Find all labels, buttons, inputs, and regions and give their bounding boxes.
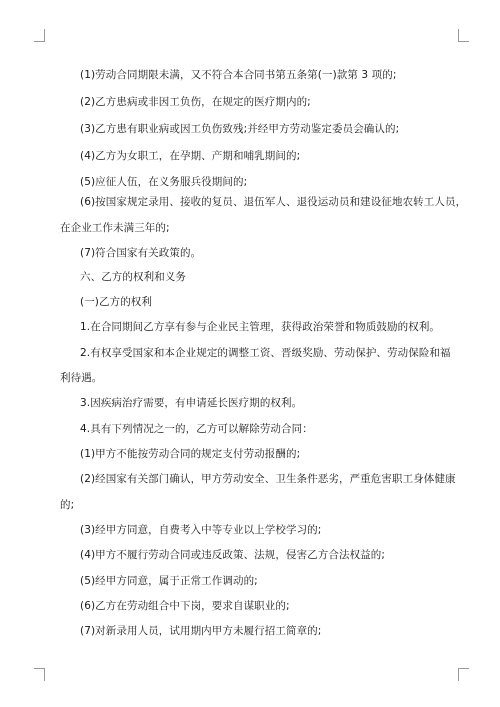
text-line: (5)经甲方同意，属于正常工作调动的;: [80, 575, 258, 587]
text-line: (4)甲方不履行劳动合同或违反政策、法规，侵害乙方合法权益的;: [80, 549, 386, 561]
section-heading: 六、乙方的权利和义务: [80, 271, 186, 283]
text-line: (3)乙方患有职业病或因工负伤致残;并经甲方劳动鉴定委员会确认的;: [80, 123, 400, 135]
crop-mark-top-left: [34, 29, 45, 42]
text-line: (6)乙方在劳动组合中下岗，要求自谋职业的;: [80, 600, 290, 612]
text-line: (4)乙方为女职工，在孕期、产期和哺乳期间的;: [80, 150, 301, 162]
text-line: 2.有权享受国家和本企业规定的调整工资、晋级奖励、劳动保护、劳动保险和福: [80, 347, 451, 359]
text-line: (1)劳动合同期限未满，又不符合本合同书第五条第(一)款第 3 项的;: [80, 69, 397, 81]
text-line: (2)经国家有关部门确认，甲方劳动安全、卫生条件恶劣，严重危害职工身体健康: [80, 473, 456, 485]
text-line: (6)按国家规定录用、接收的复员、退伍军人、退役运动员和建设征地农转工人员，: [80, 196, 467, 208]
crop-mark-bottom-right: [458, 668, 469, 681]
subsection-heading: (一)乙方的权利: [80, 296, 152, 308]
text-line: (2)乙方患病或非因工负伤，在规定的医疗期内的;: [80, 96, 311, 108]
text-line: 利待遇。: [60, 372, 103, 384]
text-line: (7)对新录用人员，试用期内甲方未履行招工简章的;: [80, 625, 322, 637]
crop-mark-top-right: [458, 29, 469, 42]
text-line: 3.因疾病治疗需要，有申请延长医疗期的权利。: [80, 397, 303, 409]
text-line: 在企业工作未满三年的;: [60, 222, 170, 234]
text-line: (5)应征人伍，在义务服兵役期间的;: [80, 176, 248, 188]
text-line: (1)甲方不能按劳动合同的规定支付劳动报酬的;: [80, 448, 301, 460]
text-line: 1.在合同期间乙方享有参与企业民主管理，获得政治荣誉和物质鼓励的权利。: [80, 321, 441, 333]
text-line: 4.具有下列情况之一的，乙方可以解除劳动合同：: [80, 423, 313, 435]
crop-mark-bottom-left: [34, 668, 45, 681]
text-line: (3)经甲方同意，自费考入中等专业以上学校学习的;: [80, 524, 322, 536]
text-line: 的;: [60, 499, 75, 511]
text-line: (7)符合国家有关政策的。: [80, 247, 202, 259]
